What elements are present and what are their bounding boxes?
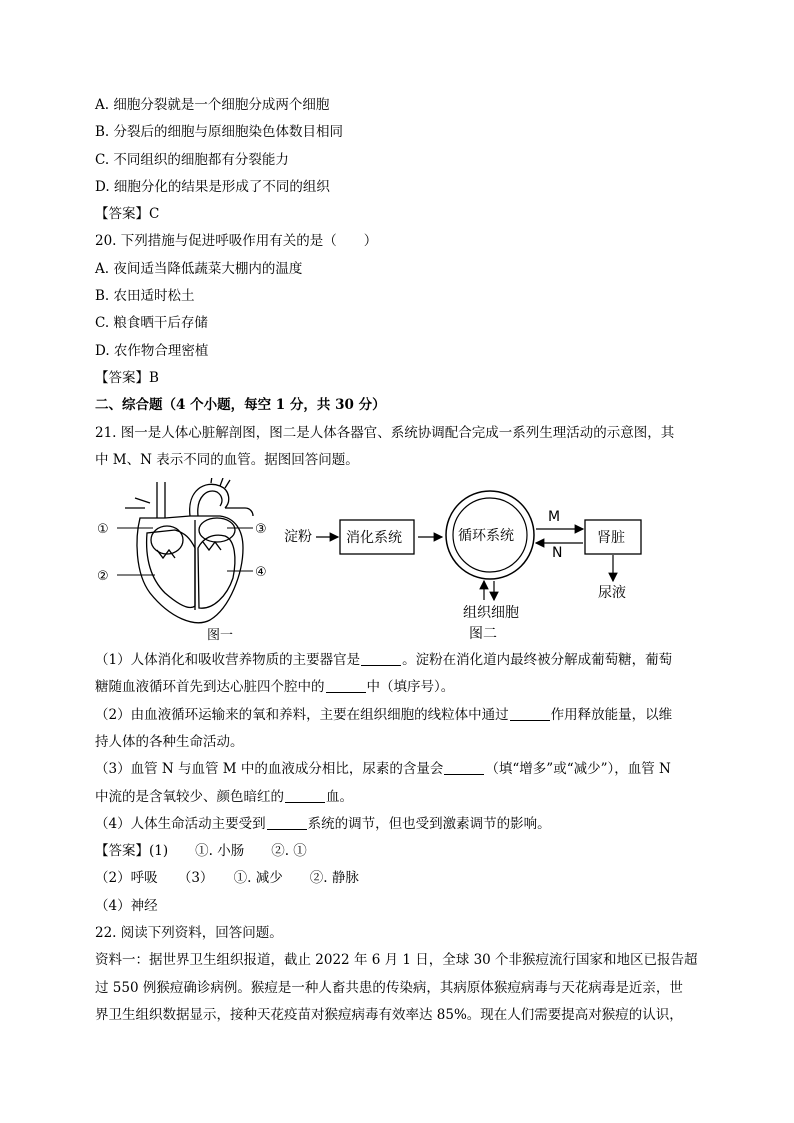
q21-4-line: （4）人体生命活动主要受到 系统的调节，但也受到激素调节的影响。 — [95, 816, 551, 832]
q21-answer-1: 【答案】(1) ①. 小肠 ②. ① — [95, 843, 307, 859]
q22-stem: 22. 阅读下列资料，回答问题。 — [95, 925, 283, 941]
q21-1-line2: 糖随血液循环首先到达心脏四个腔中的 中（填序号）。 — [95, 679, 455, 695]
q20-option-c: C. 粮食晒干后存储 — [95, 315, 208, 331]
label-3: ③ — [255, 522, 267, 537]
q22-material-line3: 界卫生组织数据显示，接种天花疫苗对猴痘病毒有效率达 85%。现在人们需要提高对猴痘的认识， — [95, 1007, 683, 1023]
q19-option-c: C. 不同组织的细胞都有分裂能力 — [95, 152, 289, 168]
flow-diagram — [280, 485, 660, 645]
q20-option-d: D. 农作物合理密植 — [95, 343, 209, 359]
vessel-m-label: M — [548, 509, 561, 525]
blank — [510, 706, 550, 721]
fig1-caption: 图一 — [207, 628, 234, 643]
tissue-label: 组织细胞 — [463, 605, 519, 621]
urine-label: 尿液 — [598, 585, 626, 601]
kidney-label: 肾脏 — [597, 530, 625, 546]
q20-stem: 20. 下列措施与促进呼吸作用有关的是（ ） — [95, 233, 378, 249]
q19-option-a: A. 细胞分裂就是一个细胞分成两个细胞 — [95, 97, 330, 113]
heart-diagram — [95, 478, 285, 643]
q21-2-line2: 持人体的各种生命活动。 — [95, 734, 244, 750]
label-1: ① — [97, 522, 109, 537]
q21-answer-2: （2）呼吸 （3） ①. 减少 ②. 静脉 — [95, 870, 359, 886]
fig2-caption: 图二 — [469, 626, 497, 642]
label-2: ② — [97, 569, 109, 584]
q21-answer-3: （4）神经 — [95, 898, 158, 914]
circulatory-label: 循环系统 — [458, 528, 514, 544]
vessel-n-label: N — [552, 545, 563, 561]
q20-option-a: A. 夜间适当降低蔬菜大棚内的温度 — [95, 261, 303, 277]
label-4: ④ — [255, 565, 267, 580]
q19-answer: 【答案】C — [95, 206, 160, 222]
blank — [267, 815, 307, 830]
q21-1-line1: （1）人体消化和吸收营养物质的主要器官是 。淀粉在消化道内最终被分解成葡萄糖，葡萄 — [95, 652, 673, 668]
blank — [361, 651, 401, 666]
q21-stem-line2: 中 M、N 表示不同的血管。据图回答问题。 — [95, 452, 359, 468]
section2-title: 二、综合题（4 个小题，每空 1 分，共 30 分） — [95, 397, 386, 413]
q21-3-line1: （3）血管 N 与血管 M 中的血液成分相比，尿素的含量会 （填“增多”或“减少”），血管 N — [95, 761, 671, 777]
blank — [444, 760, 484, 775]
digestive-label: 消化系统 — [346, 530, 402, 546]
q19-option-d: D. 细胞分化的结果是形成了不同的组织 — [95, 179, 330, 195]
blank — [326, 678, 366, 693]
q19-option-b: B. 分裂后的细胞与原细胞染色体数目相同 — [95, 124, 344, 140]
q22-material-line1: 资料一：据世界卫生组织报道，截止 2022 年 6 月 1 日，全球 30 个非猴痘流行国家和地区已报告超 — [95, 952, 698, 968]
q21-3-line2: 中流的是含氧较少、颜色暗红的 血。 — [95, 789, 353, 805]
q20-answer: 【答案】B — [95, 370, 159, 386]
q21-2-line1: （2）由血液循环运输来的氧和养料，主要在组织细胞的线粒体中通过 作用释放能量，以维 — [95, 707, 673, 723]
q21-stem-line1: 21. 图一是人体心脏解剖图，图二是人体各器官、系统协调配合完成一系列生理活动的示意图，其 — [95, 425, 675, 441]
q20-option-b: B. 农田适时松土 — [95, 288, 195, 304]
q22-material-line2: 过 550 例猴痘确诊病例。猴痘是一种人畜共患的传染病，其病原体猴痘病毒与天花病毒是近亲，世 — [95, 980, 683, 996]
blank — [285, 788, 325, 803]
starch-label: 淀粉 — [284, 529, 312, 545]
